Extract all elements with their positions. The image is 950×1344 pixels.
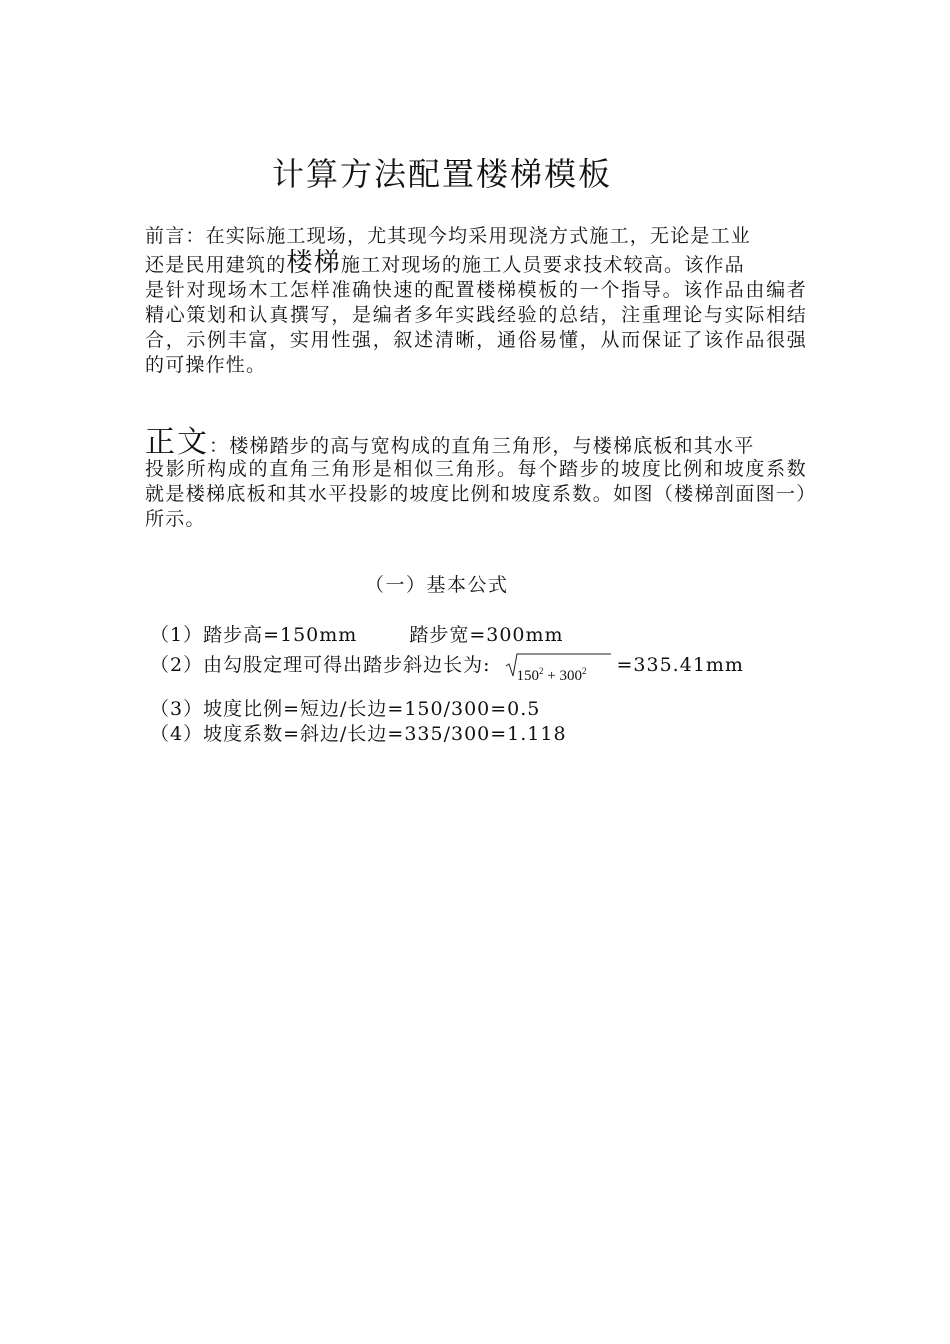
formula-2-label: （2）由勾股定理可得出踏步斜边长为:	[150, 654, 491, 676]
step-height: （1）踏步高=150mm	[150, 624, 358, 646]
intro-emphasis-stairs: 楼梯	[286, 248, 341, 278]
hypotenuse-result: =335.41mm	[616, 654, 744, 676]
intro-line-1: 前言：在实际施工现场，尤其现今均采用现浇方式施工，无论是工业	[145, 225, 752, 247]
radicand: $150^2 + 300^2$	[516, 666, 587, 684]
body-line-1	[145, 425, 807, 460]
intro-line-2-end: 施工对现场的施工人员要求技术较高。该作品	[340, 254, 745, 276]
body-line-1-text: ：楼梯踏步的高与宽构成的直角三角形，与楼梯底板和其水平	[209, 435, 755, 457]
intro-paragraph	[145, 224, 807, 378]
formula-4: （4）坡度系数=斜边/长边=335/300=1.118	[150, 723, 567, 745]
square-root-expression	[505, 651, 613, 684]
body-paragraph	[145, 425, 807, 532]
section-heading: （一）基本公式	[365, 574, 509, 596]
document-title: 计算方法配置楼梯模板	[271, 155, 612, 193]
formula-1	[150, 623, 564, 647]
intro-rest: 是针对现场木工怎样准确快速的配置楼梯模板的一个指导。该作品由编者精心策划和认真撰写，是编者多年实践经验的总结，注重理论与实际相结合，示例丰富，实用性强，叙述清晰，通俗易懂，从而保证了该作品很强的可操作性。	[145, 279, 807, 376]
body-rest: 投影所构成的直角三角形是相似三角形。每个踏步的坡度比例和坡度系数就是楼梯底板和其水平投影的坡度比例和坡度系数。如图（楼梯剖面图一）所示。	[145, 458, 807, 530]
intro-line-2-start: 还是民用建筑的	[145, 254, 287, 276]
step-width: 踏步宽=300mm	[409, 624, 564, 646]
formula-3: （3）坡度比例=短边/长边=150/300=0.5	[150, 698, 541, 720]
formula-2	[150, 651, 744, 684]
intro-line-2	[145, 248, 807, 278]
body-heading: 正文	[145, 425, 209, 460]
